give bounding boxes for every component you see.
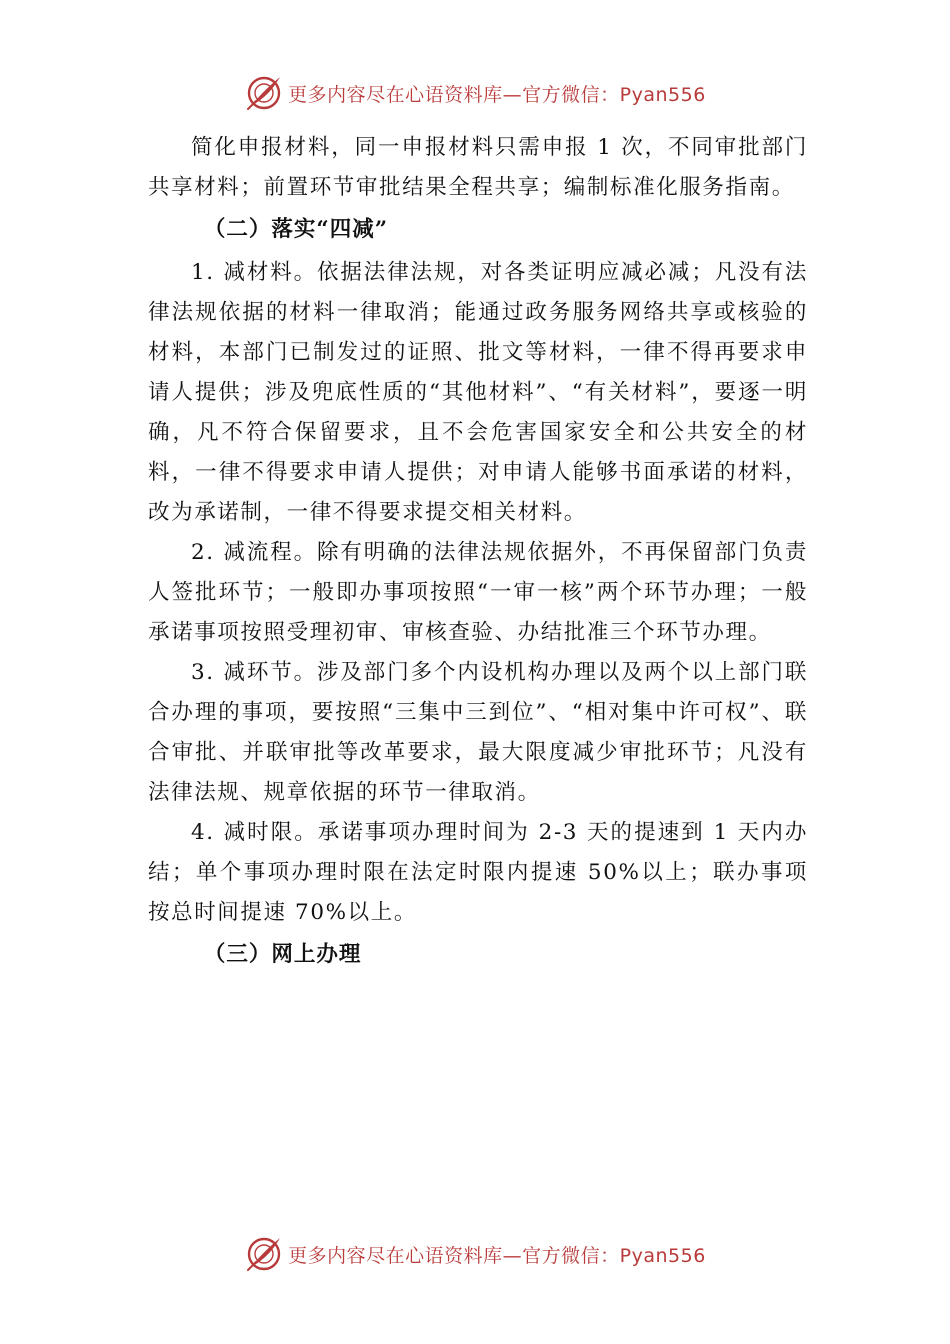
document-body [148, 128, 808, 978]
paragraph-reduce-steps: 3. 减环节。涉及部门多个内设机构办理以及两个以上部门联合办理的事项，要按照“三集中三到位”、“相对集中许可权”、联合审批、并联审批等改革要求，最大限度减少审批环节；凡没有法律法规、规章依据的环节一律取消。 [148, 660, 808, 805]
quill-circle-logo-icon [244, 73, 284, 113]
footer-watermark-text: 更多内容尽在心语资料库—官方微信：Pyan556 [288, 1244, 706, 1267]
section-heading-3: （三）网上办理 [203, 942, 362, 967]
header-watermark [0, 73, 950, 113]
paragraph-reduce-materials: 1. 减材料。依据法律法规，对各类证明应减必减；凡没有法律法规依据的材料一律取消；能通过政务服务网络共享或核验的材料，本部门已制发过的证照、批文等材料，一律不得再要求申请人提供；涉及兜底性质的“其他材料”、“有关材料”，要逐一明确，凡不符合保留要求，且不会危害国家安全和公共安全的材料，一律不得要求申请人提供；对申请人能够书面承诺的材料，改为承诺制，一律不得要求提交相关材料。 [148, 260, 808, 525]
section-heading-2: （二）落实“四减” [203, 217, 389, 242]
header-watermark-text: 更多内容尽在心语资料库—官方微信：Pyan556 [288, 83, 706, 106]
paragraph-reduce-process: 2. 减流程。除有明确的法律法规依据外，不再保留部门负责人签批环节；一般即办事项按照“一审一核”两个环节办理；一般承诺事项按照受理初审、审核查验、办结批准三个环节办理。 [148, 540, 808, 645]
paragraph-reduce-time: 4. 减时限。承诺事项办理时间为 2-3 天的提速到 1 天内办结；单个事项办理时限在法定时限内提速 50%以上；联办事项按总时间提速 70%以上。 [148, 820, 808, 925]
footer-watermark [0, 1234, 950, 1274]
paragraph-intro: 简化申报材料，同一申报材料只需申报 1 次，不同审批部门共享材料；前置环节审批结果全程共享；编制标准化服务指南。 [148, 135, 808, 200]
quill-circle-logo-icon [244, 1234, 284, 1274]
